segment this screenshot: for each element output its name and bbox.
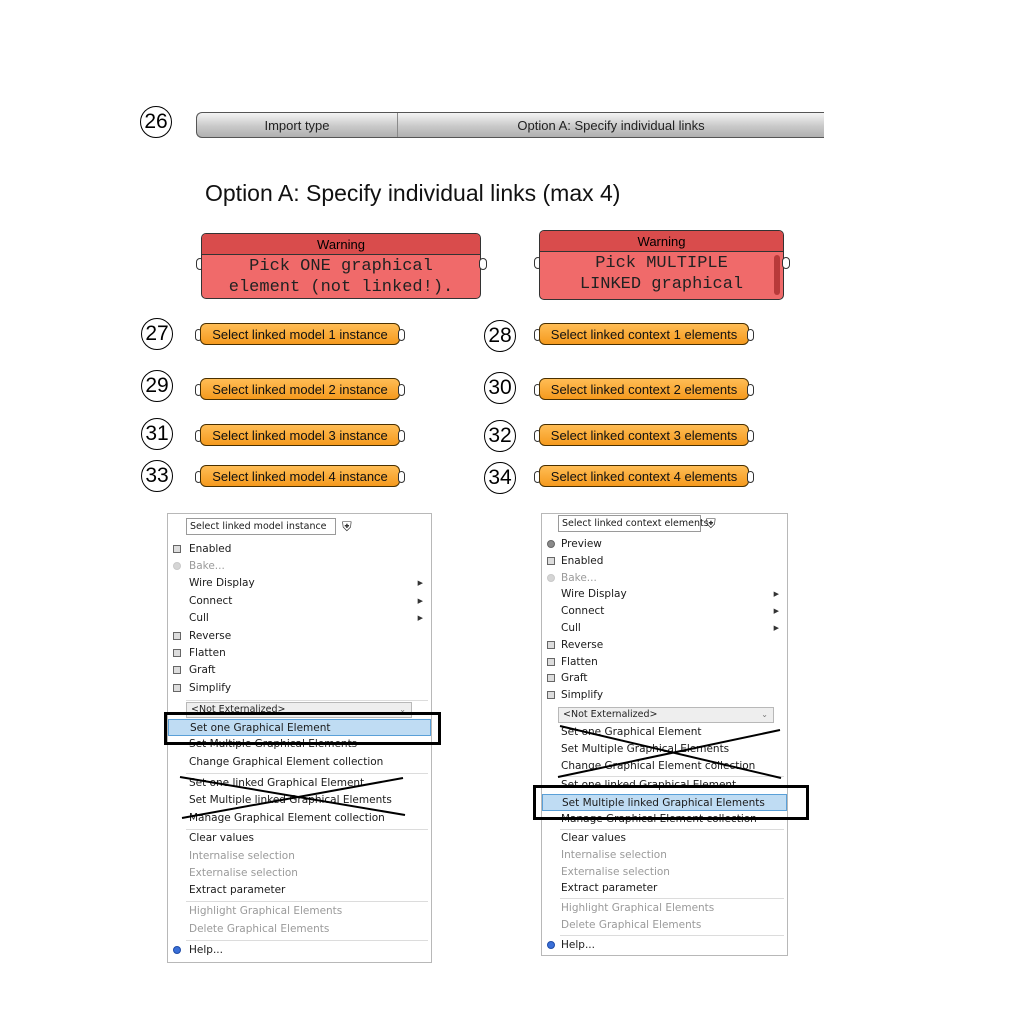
menu-item-label: Change Graphical Element collection (189, 756, 384, 768)
section-heading: Option A: Specify individual links (max 4) (205, 180, 621, 206)
dropdown-value: <Not Externalized> (563, 709, 658, 720)
step-number-26: 26 (140, 106, 172, 138)
select-context-3-button[interactable]: Select linked context 3 elements (539, 424, 749, 446)
step-number-32: 32 (484, 420, 516, 452)
import-type-value[interactable]: Option A: Specify individual links (517, 117, 705, 133)
submenu-arrow-icon: ▶ (417, 579, 423, 587)
menu-item-label: Manage Graphical Element collection (561, 813, 757, 825)
step-number-29: 29 (141, 370, 173, 402)
submenu-arrow-icon: ▶ (773, 607, 779, 615)
warning-line: Pick ONE graphical (249, 257, 433, 276)
menu-item-label: Connect (561, 605, 605, 617)
menu-item-label: Connect (189, 595, 233, 607)
dropdown-value: <Not Externalized> (191, 704, 286, 715)
menu-item-label: Help... (189, 944, 223, 956)
menu-item-label: Externalise selection (561, 866, 670, 878)
submenu-arrow-icon: ▶ (773, 624, 779, 632)
warning-title: Warning (540, 231, 783, 252)
paint-bucket-icon[interactable]: ⛨ (342, 520, 352, 535)
select-context-2-button[interactable]: Select linked context 2 elements (539, 378, 749, 400)
menu-item-label: Set Multiple Graphical Elements (189, 738, 358, 750)
menu-item-label: Wire Display (561, 588, 627, 600)
menu-item-label: Wire Display (189, 577, 255, 589)
menu-item-label: Cull (561, 622, 581, 634)
parameter-name-field[interactable]: Select linked context elements (558, 515, 701, 532)
menu-item-label: Change Graphical Element collection (561, 760, 756, 772)
menu-item-label: Set one linked Graphical Element (561, 779, 737, 791)
step-number-27: 27 (141, 318, 173, 350)
chevron-down-icon: ⌄ (399, 705, 406, 714)
menu-item-label: Extract parameter (189, 884, 286, 896)
menu-item-label: Highlight Graphical Elements (561, 902, 715, 914)
menu-item-label: Clear values (561, 832, 626, 844)
warning-line: LINKED graphical (579, 275, 744, 294)
menu-item-label: Delete Graphical Elements (561, 919, 702, 931)
select-model-2-button[interactable]: Select linked model 2 instance (200, 378, 400, 400)
menu-item-label: Internalise selection (561, 849, 667, 861)
step-number-28: 28 (484, 320, 516, 352)
menu-item-label: Set Multiple linked Graphical Elements (189, 794, 392, 806)
menu-item-label: Graft (561, 672, 588, 684)
menu-item-label: Simplify (561, 689, 604, 701)
menu-item-label: Reverse (561, 639, 604, 651)
menu-item-label: Set one linked Graphical Element (189, 777, 365, 789)
select-context-1-button[interactable]: Select linked context 1 elements (539, 323, 749, 345)
step-number-30: 30 (484, 372, 516, 404)
menu-item-label: Simplify (189, 682, 232, 694)
menu-item-label: Help... (561, 939, 595, 951)
select-context-4-button[interactable]: Select linked context 4 elements (539, 465, 749, 487)
select-model-4-button[interactable]: Select linked model 4 instance (200, 465, 400, 487)
warning-title: Warning (202, 234, 480, 255)
warning-line: element (not linked!). (228, 278, 454, 297)
menu-item-label: Bake... (561, 572, 597, 584)
menu-item-label: Internalise selection (189, 850, 295, 862)
menu-item-label: Extract parameter (561, 882, 658, 894)
menu-item-label: Enabled (189, 543, 232, 555)
menu-item-label: Set Multiple linked Graphical Elements (562, 797, 765, 809)
menu-item-label: Bake... (189, 560, 225, 572)
paint-bucket-icon[interactable]: ⛨ (706, 517, 716, 532)
submenu-arrow-icon: ▶ (417, 614, 423, 622)
menu-item-label: Delete Graphical Elements (189, 923, 330, 935)
menu-item-label: Preview (561, 538, 602, 550)
menu-item-label: Enabled (561, 555, 604, 567)
menu-item-label: Clear values (189, 832, 254, 844)
chevron-down-icon: ⌄ (761, 710, 768, 719)
menu-item-label: Set one Graphical Element (190, 722, 331, 734)
submenu-arrow-icon: ▶ (417, 597, 423, 605)
menu-item-label: Manage Graphical Element collection (189, 812, 385, 824)
menu-item-label: Set Multiple Graphical Elements (561, 743, 730, 755)
step-number-31: 31 (141, 418, 173, 450)
warning-line: Pick MULTIPLE (595, 254, 728, 273)
menu-item-label: Set one Graphical Element (561, 726, 702, 738)
menu-item-label: Flatten (561, 656, 598, 668)
import-type-label: Import type (197, 113, 398, 137)
menu-item-label: Cull (189, 612, 209, 624)
menu-item-label: Graft (189, 664, 216, 676)
select-model-1-button[interactable]: Select linked model 1 instance (200, 323, 400, 345)
menu-item-label: Flatten (189, 647, 226, 659)
menu-item-label: Reverse (189, 630, 232, 642)
menu-item-label: Highlight Graphical Elements (189, 905, 343, 917)
step-number-34: 34 (484, 462, 516, 494)
submenu-arrow-icon: ▶ (773, 590, 779, 598)
select-model-3-button[interactable]: Select linked model 3 instance (200, 424, 400, 446)
parameter-name-field[interactable]: Select linked model instance (186, 518, 336, 535)
step-number-33: 33 (141, 460, 173, 492)
menu-item-label: Externalise selection (189, 867, 298, 879)
